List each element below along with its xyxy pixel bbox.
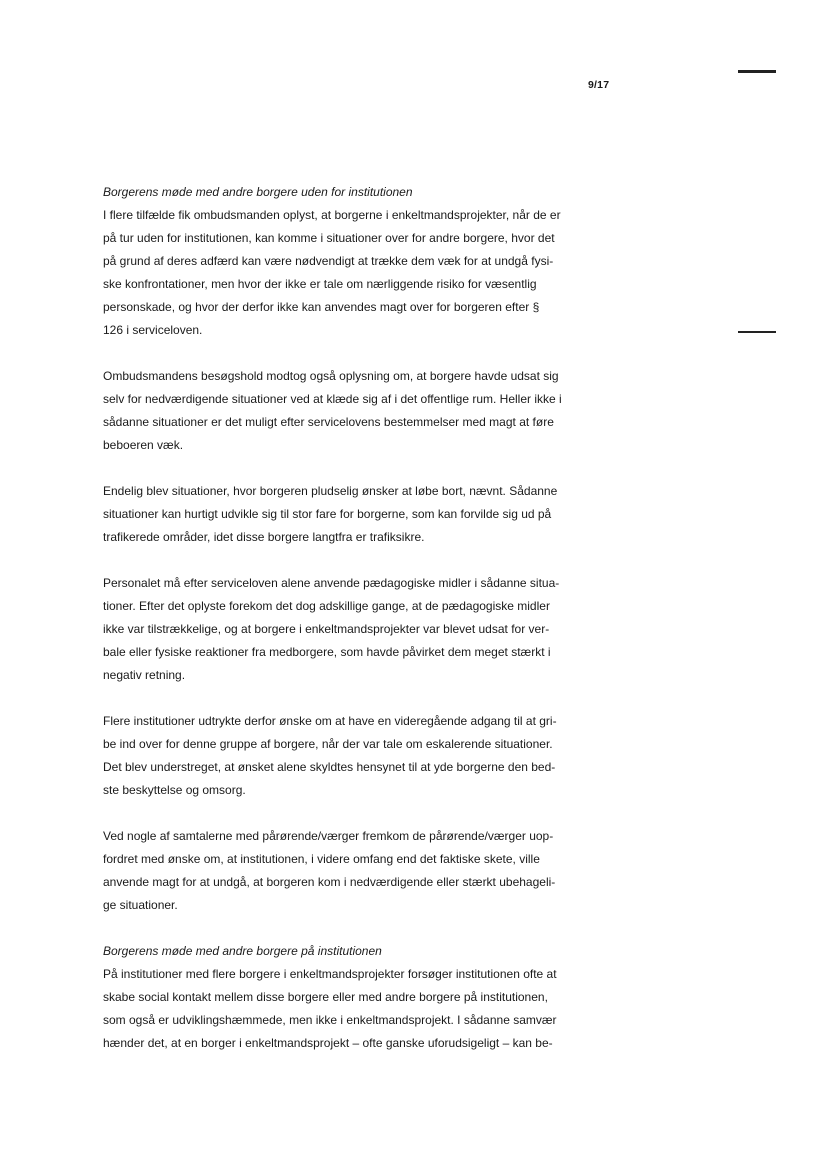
- paragraph-line: På institutioner med flere borgere i enkeltmandsprojekter forsøger institutionen ofte at: [103, 967, 557, 981]
- paragraph-line: Endelig blev situationer, hvor borgeren pludselig ønsker at løbe bort, nævnt. Sådanne: [103, 484, 558, 498]
- paragraph-line: trafikerede områder, idet disse borgere langtfra er trafiksikre.: [103, 530, 425, 544]
- section-heading: Borgerens møde med andre borgere uden for institutionen: [103, 185, 413, 199]
- paragraph-line: hænder det, at en borger i enkeltmandsprojekt – ofte ganske uforudsigeligt – kan be-: [103, 1036, 553, 1050]
- paragraph-line: beboeren væk.: [103, 438, 184, 452]
- paragraph-line: tioner. Efter det oplyste forekom det dog adskillige gange, at de pædagogiske midler: [103, 599, 550, 613]
- section: [103, 825, 613, 917]
- page-number: 9/17: [588, 79, 610, 91]
- section: [103, 572, 613, 687]
- paragraph-line: Personalet må efter serviceloven alene anvende pædagogiske midler i sådanne situa-: [103, 576, 560, 590]
- paragraph-line: Ombudsmandens besøgshold modtog også oplysning om, at borgere havde udsat sig: [103, 369, 559, 383]
- paragraph-line: på tur uden for institutionen, kan komme i situationer over for andre borgere, hvor det: [103, 231, 555, 245]
- paragraph-line: ske konfrontationer, men hvor der ikke er tale om nærliggende risiko for væsentlig: [103, 277, 537, 291]
- paragraph-line: Det blev understreget, at ønsket alene skyldtes hensynet til at yde borgerne den bed-: [103, 760, 556, 774]
- section: [103, 181, 613, 342]
- margin-mark-top: [738, 70, 776, 73]
- paragraph-line: bale eller fysiske reaktioner fra medborgere, som havde påvirket dem meget stærkt i: [103, 645, 551, 659]
- paragraph-line: 126 i serviceloven.: [103, 323, 203, 337]
- paragraph-line: negativ retning.: [103, 668, 186, 682]
- section: [103, 940, 613, 1055]
- paragraph-line: Ved nogle af samtalerne med pårørende/værger fremkom de pårørende/værger uop-: [103, 829, 554, 843]
- paragraph-line: skabe social kontakt mellem disse borgere eller med andre borgere på institutionen,: [103, 990, 548, 1004]
- paragraph-line: som også er udviklingshæmmede, men ikke i enkeltmandsprojekt. I sådanne samvær: [103, 1013, 557, 1027]
- paragraph-line: I flere tilfælde fik ombudsmanden oplyst, at borgerne i enkeltmandsprojekter, når de er: [103, 208, 561, 222]
- paragraph-line: anvende magt for at undgå, at borgeren kom i nedværdigende eller stærkt ubehageli-: [103, 875, 556, 889]
- paragraph-line: ge situationer.: [103, 898, 178, 912]
- section: [103, 710, 613, 802]
- paragraph-line: situationer kan hurtigt udvikle sig til stor fare for borgerne, som kan forvilde sig ud på: [103, 507, 552, 521]
- paragraph-line: be ind over for denne gruppe af borgere, når der var tale om eskalerende situationer.: [103, 737, 553, 751]
- margin-mark-middle: [738, 331, 776, 333]
- document-body: [103, 181, 613, 1078]
- paragraph-line: selv for nedværdigende situationer ved at klæde sig af i det offentlige rum. Heller ikke i: [103, 392, 562, 406]
- paragraph-line: på grund af deres adfærd kan være nødvendigt at trække dem væk for at undgå fysi-: [103, 254, 554, 268]
- paragraph-line: sådanne situationer er det muligt efter servicelovens bestemmelser med magt at føre: [103, 415, 554, 429]
- paragraph-line: ste beskyttelse og omsorg.: [103, 783, 246, 797]
- paragraph-line: fordret med ønske om, at institutionen, i videre omfang end det faktiske skete, ville: [103, 852, 540, 866]
- paragraph-line: Flere institutioner udtrykte derfor ønske om at have en videregående adgang til at gri-: [103, 714, 557, 728]
- section: [103, 480, 613, 549]
- section: [103, 365, 613, 457]
- section-heading: Borgerens møde med andre borgere på institutionen: [103, 944, 382, 958]
- paragraph-line: personskade, og hvor der derfor ikke kan anvendes magt over for borgeren efter §: [103, 300, 540, 314]
- paragraph-line: ikke var tilstrækkelige, og at borgere i enkeltmandsprojekter var blevet udsat for ver-: [103, 622, 550, 636]
